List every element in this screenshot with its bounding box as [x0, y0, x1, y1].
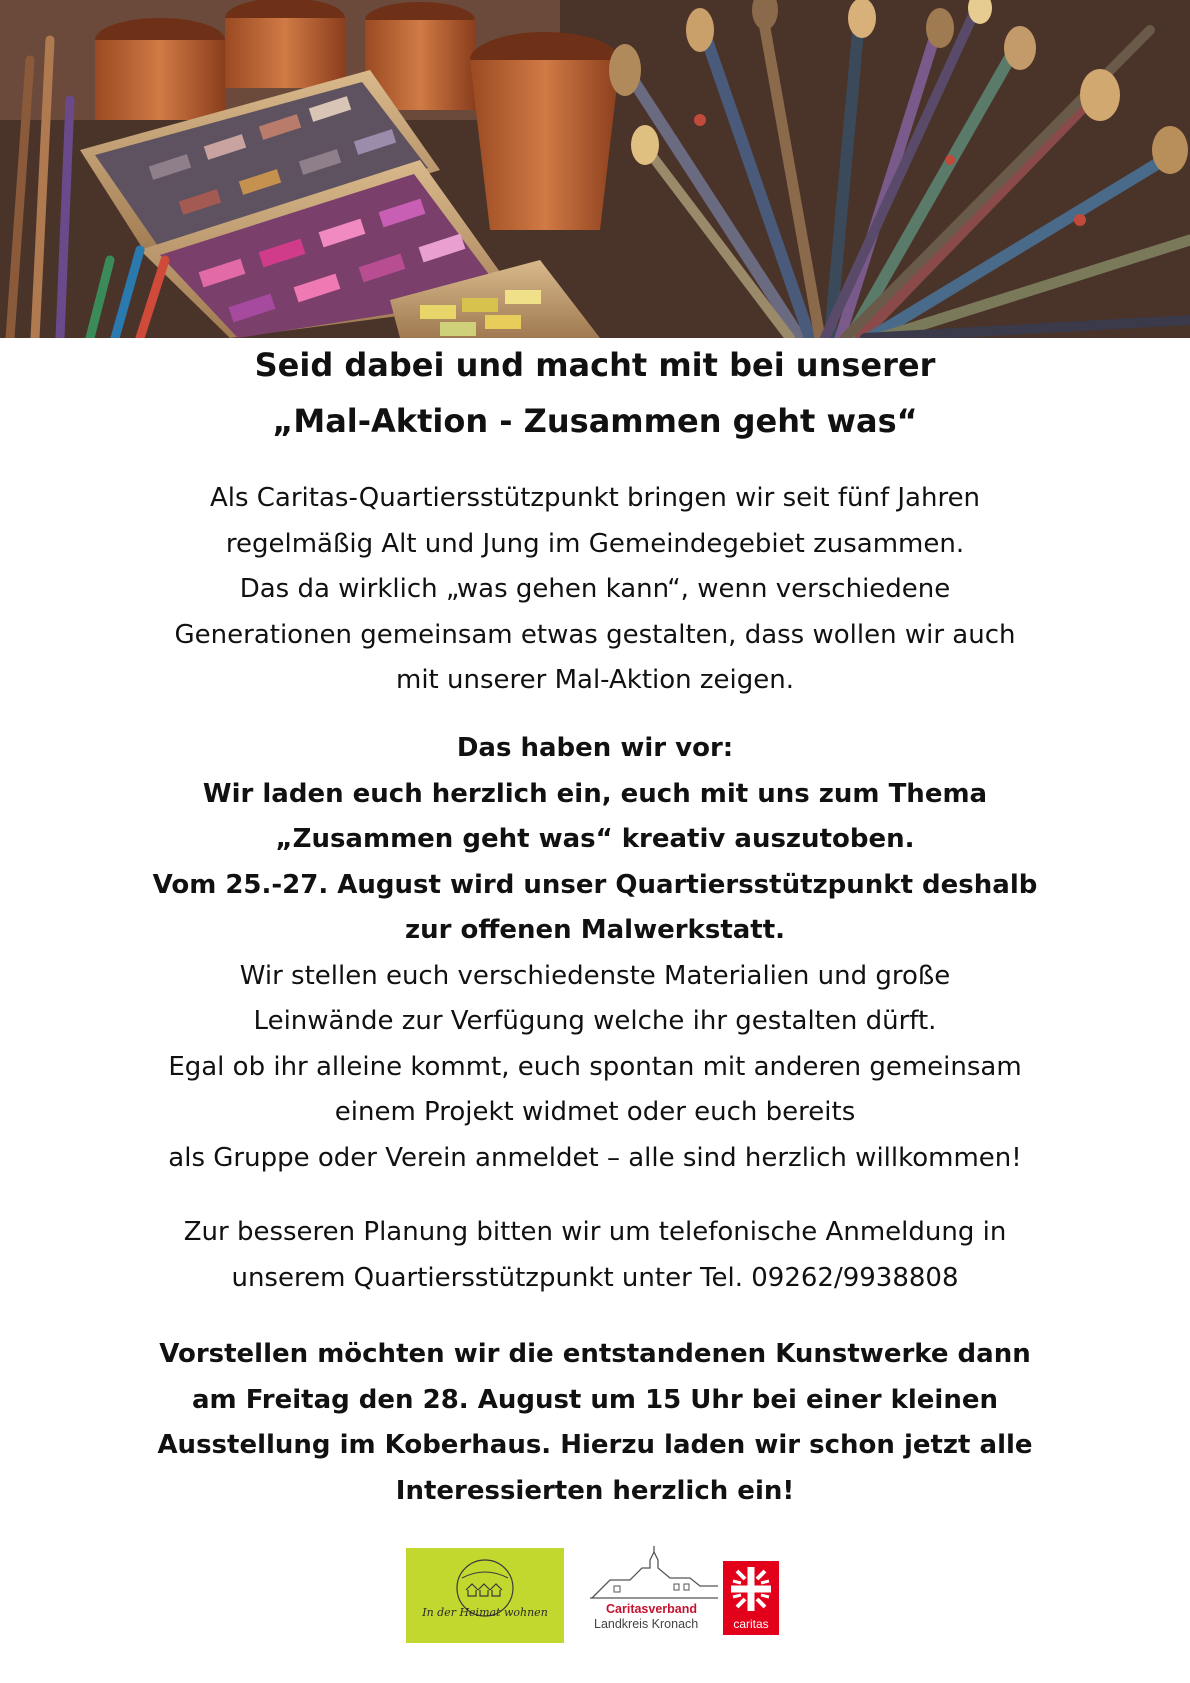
- houses-circle-icon: [406, 1548, 564, 1643]
- church-skyline-icon: [590, 1540, 720, 1602]
- art-supplies-photo-icon: [0, 0, 1190, 338]
- plan-bold-line: „Zusammen geht was“ kreativ auszutoben.: [275, 824, 915, 854]
- plan-line: Leinwände zur Verfügung welche ihr gestalten dürft.: [253, 1006, 937, 1036]
- registration-line: Zur besseren Planung bitten wir um telefonische Anmeldung in: [183, 1217, 1007, 1247]
- plan-paragraph: [100, 726, 1090, 1181]
- intro-line: regelmäßig Alt und Jung im Gemeindegebiet zusammen.: [225, 528, 965, 559]
- exhibition-line: Vorstellen möchten wir die entstandenen Kunstwerke dann: [159, 1339, 1031, 1369]
- headline-line-1: Seid dabei und macht mit bei unserer: [254, 346, 936, 384]
- registration-line: unserem Quartiersstützpunkt unter Tel. 09262/9938808: [231, 1262, 959, 1293]
- plan-heading: Das haben wir vor:: [456, 733, 734, 763]
- intro-paragraph: [100, 476, 1090, 704]
- exhibition-line: am Freitag den 28. August um 15 Uhr bei einer kleinen: [192, 1384, 998, 1415]
- heimat-logo-text: In der Heimat wohnen: [422, 1606, 548, 1619]
- plan-bold-line: Vom 25.-27. August wird unser Quartiersstützpunkt deshalb: [152, 869, 1038, 900]
- exhibition-paragraph: [100, 1332, 1090, 1514]
- caritas-word: caritas: [733, 1617, 769, 1631]
- plan-line: einem Projekt widmet oder euch bereits: [334, 1097, 856, 1127]
- intro-line: mit unserer Mal-Aktion zeigen.: [396, 665, 794, 695]
- logo-in-der-heimat-wohnen: [406, 1548, 564, 1643]
- caritas-flame-cross-icon: [723, 1561, 779, 1617]
- logo-caritasverband-kronach: [590, 1540, 790, 1640]
- intro-line: Das da wirklich „was gehen kann“, wenn verschiedene: [239, 574, 951, 604]
- intro-line: Generationen gemeinsam etwas gestalten, dass wollen wir auch: [174, 619, 1016, 650]
- caritasverband-name: Caritasverband: [606, 1602, 698, 1616]
- intro-line: Als Caritas-Quartiersstützpunkt bringen wir seit fünf Jahren: [209, 483, 981, 513]
- plan-line: Wir stellen euch verschiedenste Materialien und große: [239, 960, 951, 991]
- caritas-logo: [723, 1561, 779, 1635]
- plan-bold-line: Wir laden euch herzlich ein, euch mit uns zum Thema: [202, 778, 988, 809]
- plan-line: Egal ob ihr alleine kommt, euch spontan mit anderen gemeinsam: [168, 1051, 1022, 1082]
- hero-image: [0, 0, 1190, 338]
- caritasverband-sub: Landkreis Kronach: [594, 1617, 699, 1631]
- plan-line: als Gruppe oder Verein anmeldet – alle sind herzlich willkommen!: [168, 1142, 1022, 1173]
- plan-bold-line: zur offenen Malwerkstatt.: [404, 915, 786, 945]
- headline-line-2: „Mal-Aktion - Zusammen geht was“: [272, 402, 918, 440]
- exhibition-line: Ausstellung im Koberhaus. Hierzu laden wir schon jetzt alle: [157, 1430, 1033, 1460]
- exhibition-line: Interessierten herzlich ein!: [395, 1475, 795, 1506]
- headline: [0, 337, 1190, 449]
- registration-paragraph: [100, 1210, 1090, 1301]
